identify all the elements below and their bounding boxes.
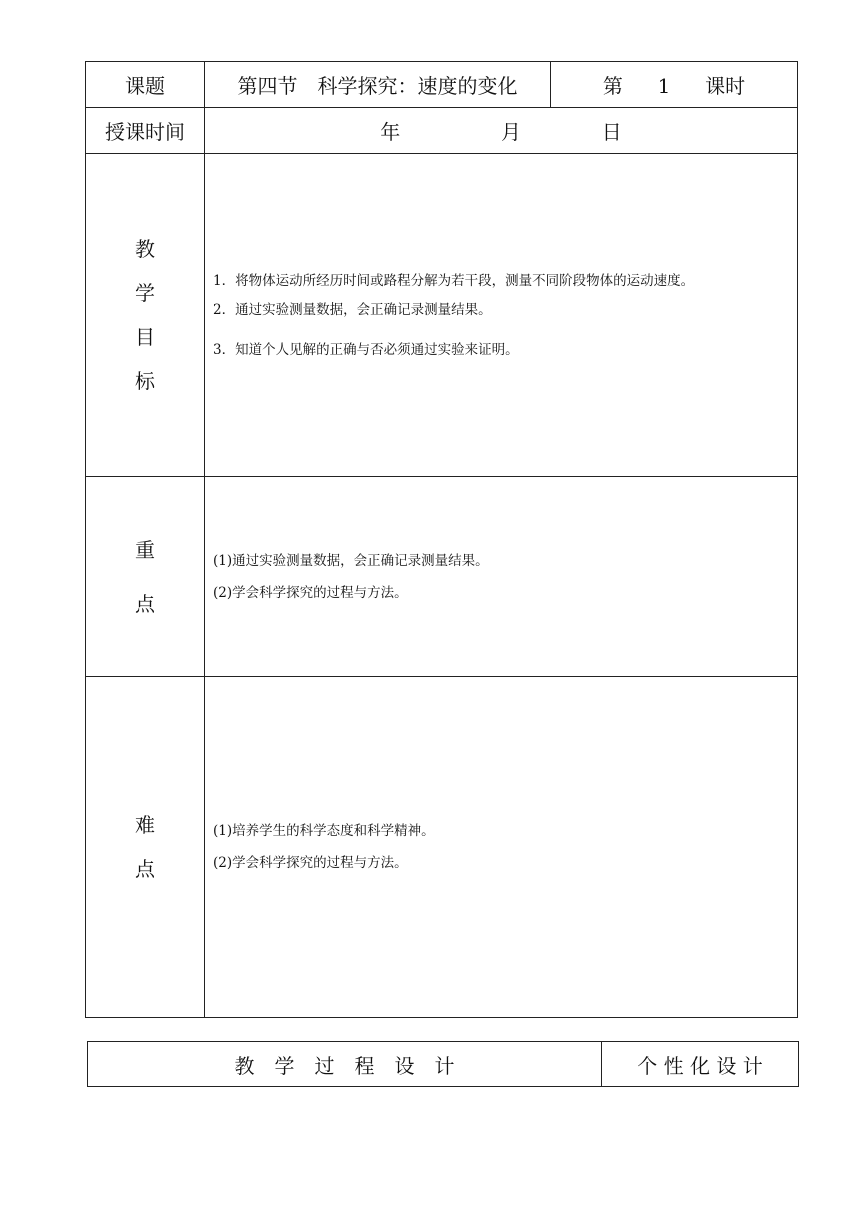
- time-value: [205, 108, 798, 154]
- subject-value: 第四节 科学探究：速度的变化: [205, 62, 551, 108]
- difficulties-content: [205, 677, 798, 1018]
- process-design-table: [87, 1041, 799, 1087]
- difficulties-label-char: 点: [135, 857, 155, 881]
- lesson-number: 1: [657, 74, 671, 98]
- time-label: 授课时间: [86, 108, 205, 154]
- lesson-suffix: 课时: [705, 74, 746, 98]
- key-points-label-char: 点: [135, 591, 155, 616]
- key-points-label-char: 重: [135, 537, 155, 562]
- year-label: 年: [380, 120, 401, 144]
- lesson-plan-table: [85, 61, 798, 1018]
- objectives-label-char: 学: [135, 281, 155, 305]
- difficulty-item: (1)培养学生的科学态度和科学精神。: [213, 823, 435, 839]
- month-label: 月: [501, 120, 521, 144]
- objective-item: 1．将物体运动所经历时间或路程分解为若干段，测量不同阶段物体的运动速度。: [213, 272, 695, 289]
- difficulty-item: (2)学会科学探究的过程与方法。: [213, 855, 408, 871]
- key-point-item: (2)学会科学探究的过程与方法。: [213, 584, 408, 601]
- time-row: [86, 108, 798, 154]
- key-points-row: [86, 477, 798, 677]
- subject-label: 课题: [86, 62, 205, 108]
- objectives-label: [86, 154, 205, 477]
- personal-design-header: 个 性 化 设 计: [602, 1042, 799, 1087]
- subject-row: [86, 62, 798, 108]
- objective-item: 2．通过实验测量数据，会正确记录测量结果。: [213, 301, 492, 318]
- key-point-item: (1)通过实验测量数据，会正确记录测量结果。: [213, 552, 489, 569]
- process-design-row: [88, 1042, 799, 1087]
- process-design-header: 教 学 过 程 设 计: [88, 1042, 602, 1087]
- objectives-label-char: 目: [135, 325, 155, 349]
- key-points-label: [86, 477, 205, 677]
- objectives-label-char: 教: [135, 237, 155, 261]
- objectives-row: [86, 154, 798, 477]
- difficulties-row: [86, 677, 798, 1018]
- objective-item: 3．知道个人见解的正确与否必须通过实验来证明。: [213, 341, 519, 358]
- difficulties-label-char: 难: [135, 813, 155, 837]
- objectives-label-char: 标: [135, 369, 155, 393]
- difficulties-label: [86, 677, 205, 1018]
- lesson-count: [551, 62, 798, 108]
- objectives-content: [205, 154, 798, 477]
- day-label: 日: [601, 120, 622, 144]
- lesson-prefix: 第: [602, 74, 623, 98]
- key-points-content: [205, 477, 798, 677]
